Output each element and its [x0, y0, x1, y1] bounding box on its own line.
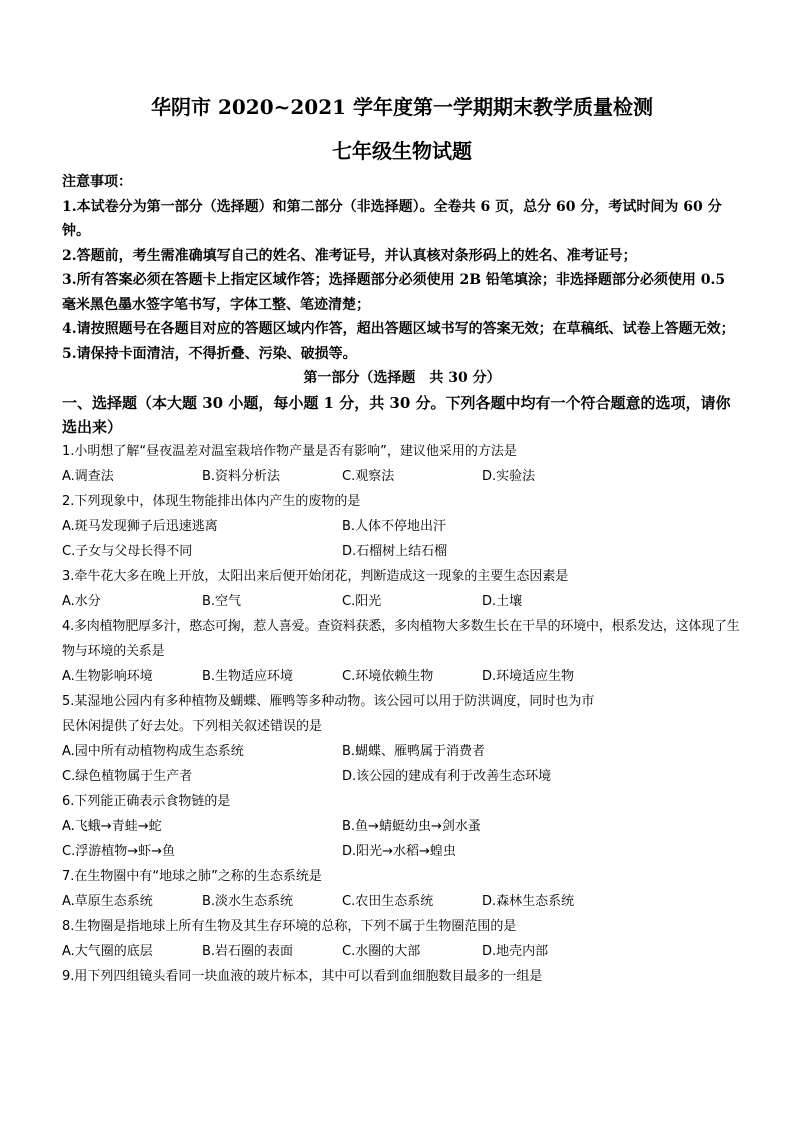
option-d: D.土壤 — [482, 594, 523, 609]
option-b: B.生物适应环境 — [202, 669, 294, 684]
question-stem: 9.用下列四组镜头看同一块血液的玻片标本，其中可以看到血细胞数目最多的一组是 — [62, 969, 543, 984]
option-a: A.大气圈的底层 — [62, 944, 153, 959]
exam-title: 华阴市 2020~2021 学年度第一学期期末教学质量检测 — [150, 95, 653, 119]
option-c: C.阳光 — [342, 594, 382, 609]
question-stem-line: 民休闲提供了好去处。下列相关叙述错误的是 — [62, 719, 323, 734]
question-options — [62, 739, 742, 764]
note-item: 2.答题前，考生需准确填写自己的姓名、准考证号，并认真核对条形码上的姓名、准考证号； — [62, 247, 637, 264]
option-d: D.环境适应生物 — [482, 669, 575, 684]
note-item: 5.请保持卡面清洁，不得折叠、污染、破损等。 — [62, 345, 357, 362]
option-c: C.观察法 — [342, 469, 395, 484]
question-stem: 8.生物圈是指地球上所有生物及其生存环境的总称，下列不属于生物圈范围的是 — [62, 919, 517, 934]
option-a: A.斑马发现狮子后迅速逃离 — [62, 519, 218, 534]
option-b: B.资料分析法 — [202, 469, 281, 484]
option-a: A.水分 — [62, 594, 101, 609]
note-item: 3.所有答案必须在答题卡上指定区域作答；选择题部分必须使用 2B 铅笔填涂；非选择题部分必须使用 0.5 毫米黑色墨水签字笔书写，字体工整、笔迹清楚； — [62, 272, 726, 313]
option-d: D.石榴树上结石榴 — [342, 544, 448, 559]
question-options — [62, 764, 742, 789]
question-stem: 3.牵牛花大多在晚上开放，太阳出来后便开始闭花，判断造成这一现象的主要生态因素是 — [62, 569, 569, 584]
option-c: C.绿色植物属于生产者 — [62, 769, 193, 784]
exam-subtitle: 七年级生物试题 — [332, 139, 472, 163]
option-a: A.草原生态系统 — [62, 894, 153, 909]
option-a: A.飞蛾→青蛙→蛇 — [62, 819, 162, 834]
option-c: C.环境依赖生物 — [342, 669, 434, 684]
option-a: A.园中所有动植物构成生态系统 — [62, 744, 244, 759]
note-item: 1.本试卷分为第一部分（选择题）和第二部分（非选择题）。全卷共 6 页，总分 60 分，考试时间为 60 分钟。 — [62, 198, 722, 239]
question-stem-line: 5.某湿地公园内有多种植物及蝴蝶、雁鸭等多种动物。该公园可以用于防洪调度，同时也为市 — [62, 694, 595, 709]
question-stem: 4.多肉植物肥厚多汁，憨态可掬，惹人喜爱。查资料获悉，多肉植物大多数生长在干旱的环境中，根系发达，这体现了生物与环境的关系是 — [62, 619, 740, 659]
question-options — [62, 664, 742, 689]
option-c: C.水圈的大部 — [342, 944, 421, 959]
option-a: A.调查法 — [62, 469, 114, 484]
option-b: B.淡水生态系统 — [202, 894, 294, 909]
section-title: 第一部分（选择题 共 30 分） — [303, 370, 501, 386]
question-stem: 2.下列现象中，体现生物能排出体内产生的废物的是 — [62, 494, 361, 509]
question-options — [62, 939, 742, 964]
option-c: C.农田生态系统 — [342, 894, 434, 909]
option-b: B.岩石圈的表面 — [202, 944, 294, 959]
question-options — [62, 589, 742, 614]
question-options — [62, 539, 742, 564]
question-options — [62, 839, 742, 864]
option-d: D.森林生态系统 — [482, 894, 575, 909]
question-stem: 6.下列能正确表示食物链的是 — [62, 794, 231, 809]
option-b: B.蝴蝶、雁鸭属于消费者 — [342, 744, 486, 759]
option-d: D.该公园的建成有利于改善生态环境 — [342, 769, 552, 784]
option-c: C.浮游植物→虾→鱼 — [62, 844, 175, 859]
question-stem: 7.在生物圈中有“地球之肺”之称的生态系统是 — [62, 869, 322, 884]
exam-page — [62, 92, 742, 989]
note-item: 4.请按照题号在各题目对应的答题区域内作答，超出答题区域书写的答案无效；在草稿纸、试卷上答题无效； — [62, 321, 735, 337]
option-d: D.地壳内部 — [482, 944, 549, 959]
question-stem: 1.小明想了解“昼夜温差对温室栽培作物产量是否有影响”，建议他采用的方法是 — [62, 444, 517, 459]
option-b: B.空气 — [202, 594, 242, 609]
notes-heading: 注意事项： — [62, 174, 132, 190]
option-b: B.人体不停地出汗 — [342, 519, 447, 534]
question-options — [62, 464, 742, 489]
question-options — [62, 889, 742, 914]
option-d: D.实验法 — [482, 469, 536, 484]
option-c: C.子女与父母长得不同 — [62, 544, 193, 559]
question-options — [62, 814, 742, 839]
section-instruction: 一、选择题（本大题 30 小题，每小题 1 分，共 30 分。下列各题中均有一个符合题意的选项，请你选出来） — [62, 394, 731, 436]
option-a: A.生物影响环境 — [62, 669, 153, 684]
question-options — [62, 514, 742, 539]
option-d: D.阳光→水稻→蝗虫 — [342, 844, 456, 859]
option-b: B.鱼→蜻蜓幼虫→剑水蚤 — [342, 819, 481, 834]
